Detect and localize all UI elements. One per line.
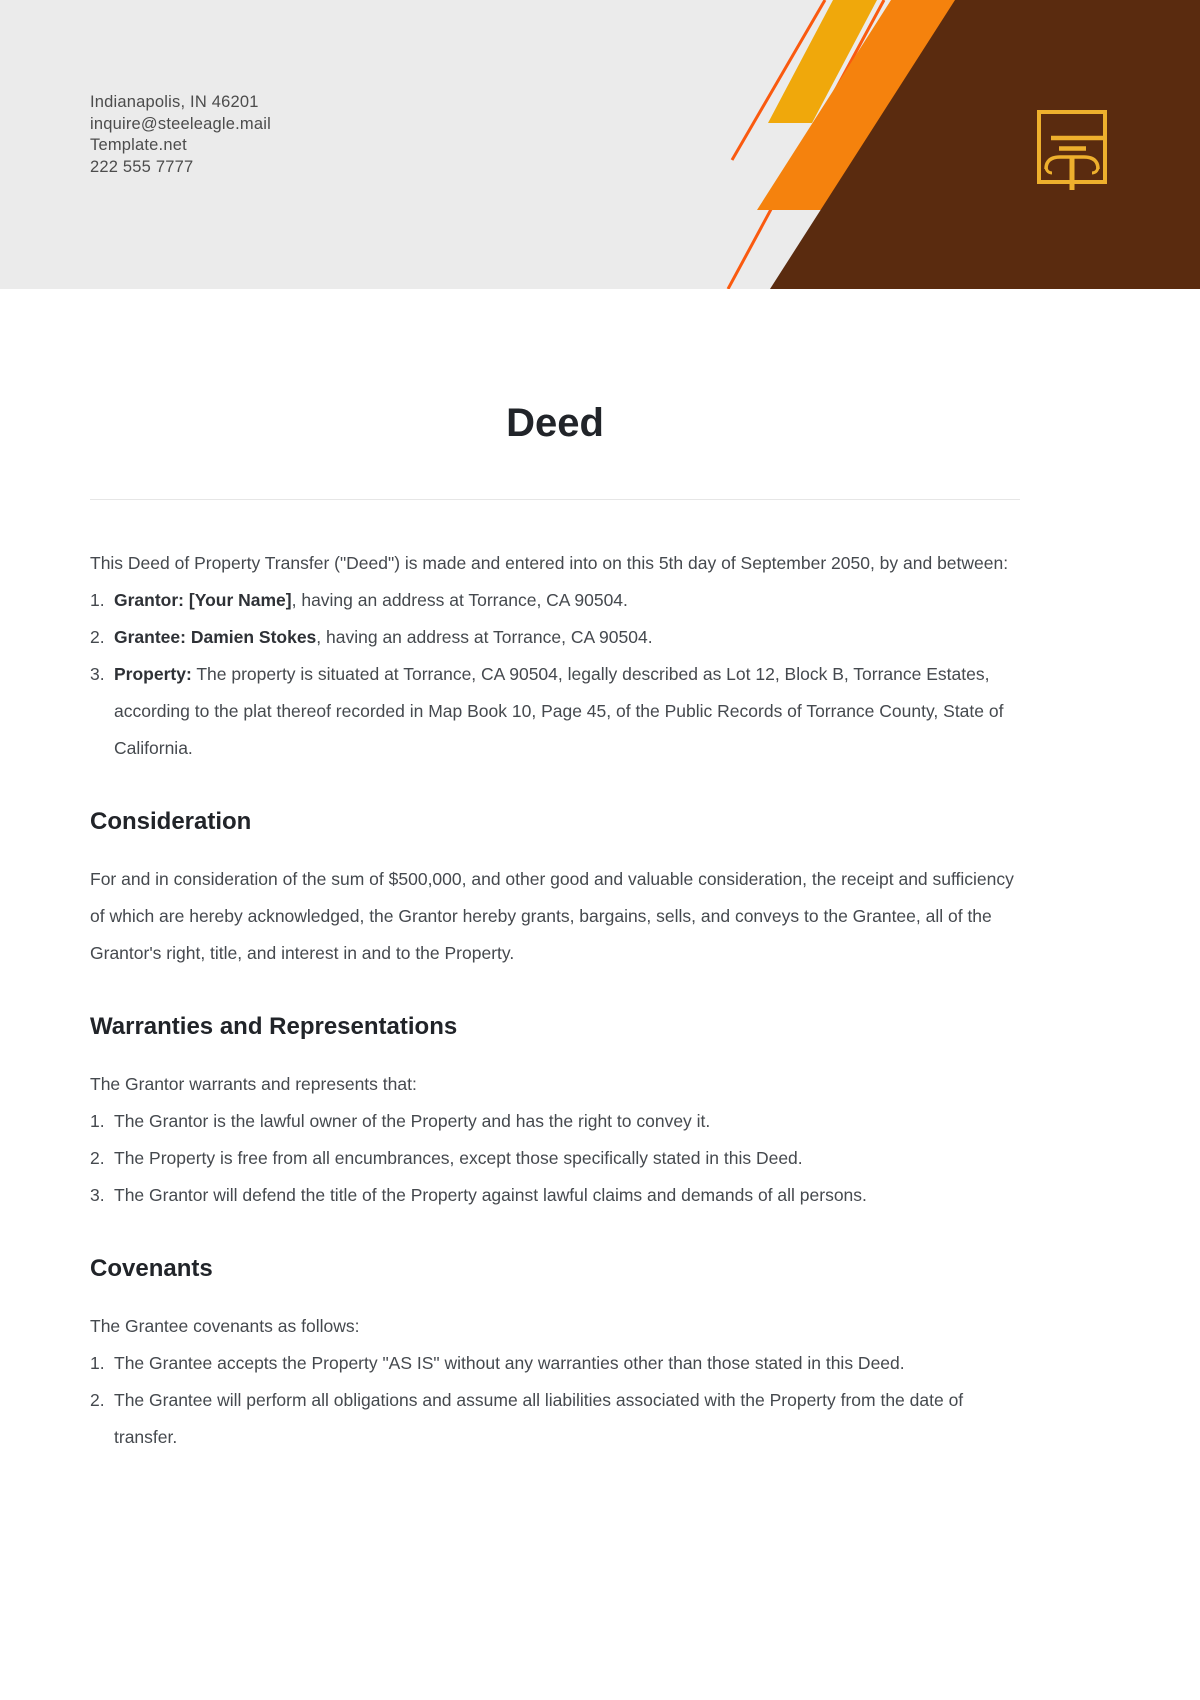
list-item [90, 1177, 1020, 1214]
section-heading-covenants: Covenants [90, 1255, 213, 1282]
list-item [90, 1140, 1020, 1177]
contact-address: Indianapolis, IN 46201 [90, 93, 259, 111]
section-heading-warranties: Warranties and Representations [90, 1013, 458, 1040]
list-item-grantor [90, 582, 1020, 619]
list-number: 3. [90, 664, 105, 684]
warranties-list [90, 1103, 1020, 1214]
list-number: 3. [90, 1185, 105, 1205]
intro-paragraph: This Deed of Property Transfer ("Deed") is made and entered into on this 5th day of September 2050, by and between: [90, 553, 1009, 573]
document-body [0, 399, 1200, 1456]
list-item-grantee [90, 619, 1020, 656]
list-item-property [90, 656, 1020, 767]
list-item [90, 1103, 1020, 1140]
contact-block [90, 92, 271, 178]
covenants-lead-paragraph: The Grantee covenants as follows: [90, 1316, 360, 1336]
list-text: The Grantor is the lawful owner of the Property and has the right to convey it. [114, 1111, 711, 1131]
list-text: The Grantee will perform all obligations and assume all liabilities associated with the Property from the date of transfer. [114, 1390, 964, 1447]
list-text: Property: The property is situated at Torrance, CA 90504, legally described as Lot 12, Block B, Torrance Estates, according to the plat thereof recorded in Map Book 10, Page 45, of the Public Records of Torrance County, State of California. [114, 664, 1004, 758]
contact-phone: 222 555 7777 [90, 157, 194, 176]
list-number: 2. [90, 1148, 105, 1168]
warranties-lead-paragraph: The Grantor warrants and represents that: [90, 1074, 417, 1094]
parties-list [90, 582, 1020, 767]
page-title: Deed [506, 401, 604, 445]
list-number: 2. [90, 627, 105, 647]
letterhead-header [0, 0, 1200, 289]
list-item [90, 1345, 1020, 1382]
list-number: 1. [90, 1111, 105, 1131]
list-text: The Property is free from all encumbrances, except those specifically stated in this Deed. [114, 1148, 803, 1168]
list-text: The Grantee accepts the Property "AS IS" without any warranties other than those stated in this Deed. [114, 1353, 905, 1373]
list-number: 2. [90, 1390, 105, 1410]
section-heading-consideration: Consideration [90, 808, 252, 835]
contact-website: Template.net [90, 136, 187, 154]
contact-email: inquire@steeleagle.mail [90, 114, 271, 133]
consideration-paragraph: For and in consideration of the sum of $500,000, and other good and valuable consideration, the receipt and sufficiency of which are hereby acknowledged, the Grantor hereby grants, bargains, sells, and conveys to the Grantee, all of the Grantor's right, title, and interest in and to the Property. [90, 869, 1014, 963]
list-text: Grantee: Damien Stokes, having an address at Torrance, CA 90504. [114, 627, 653, 647]
list-text: The Grantor will defend the title of the Property against lawful claims and demands of all persons. [114, 1185, 867, 1205]
list-text: Grantor: [Your Name], having an address at Torrance, CA 90504. [114, 590, 628, 610]
list-number: 1. [90, 590, 105, 610]
list-item [90, 1382, 1020, 1456]
list-number: 1. [90, 1353, 105, 1373]
title-divider [90, 499, 1020, 500]
covenants-list [90, 1345, 1020, 1456]
